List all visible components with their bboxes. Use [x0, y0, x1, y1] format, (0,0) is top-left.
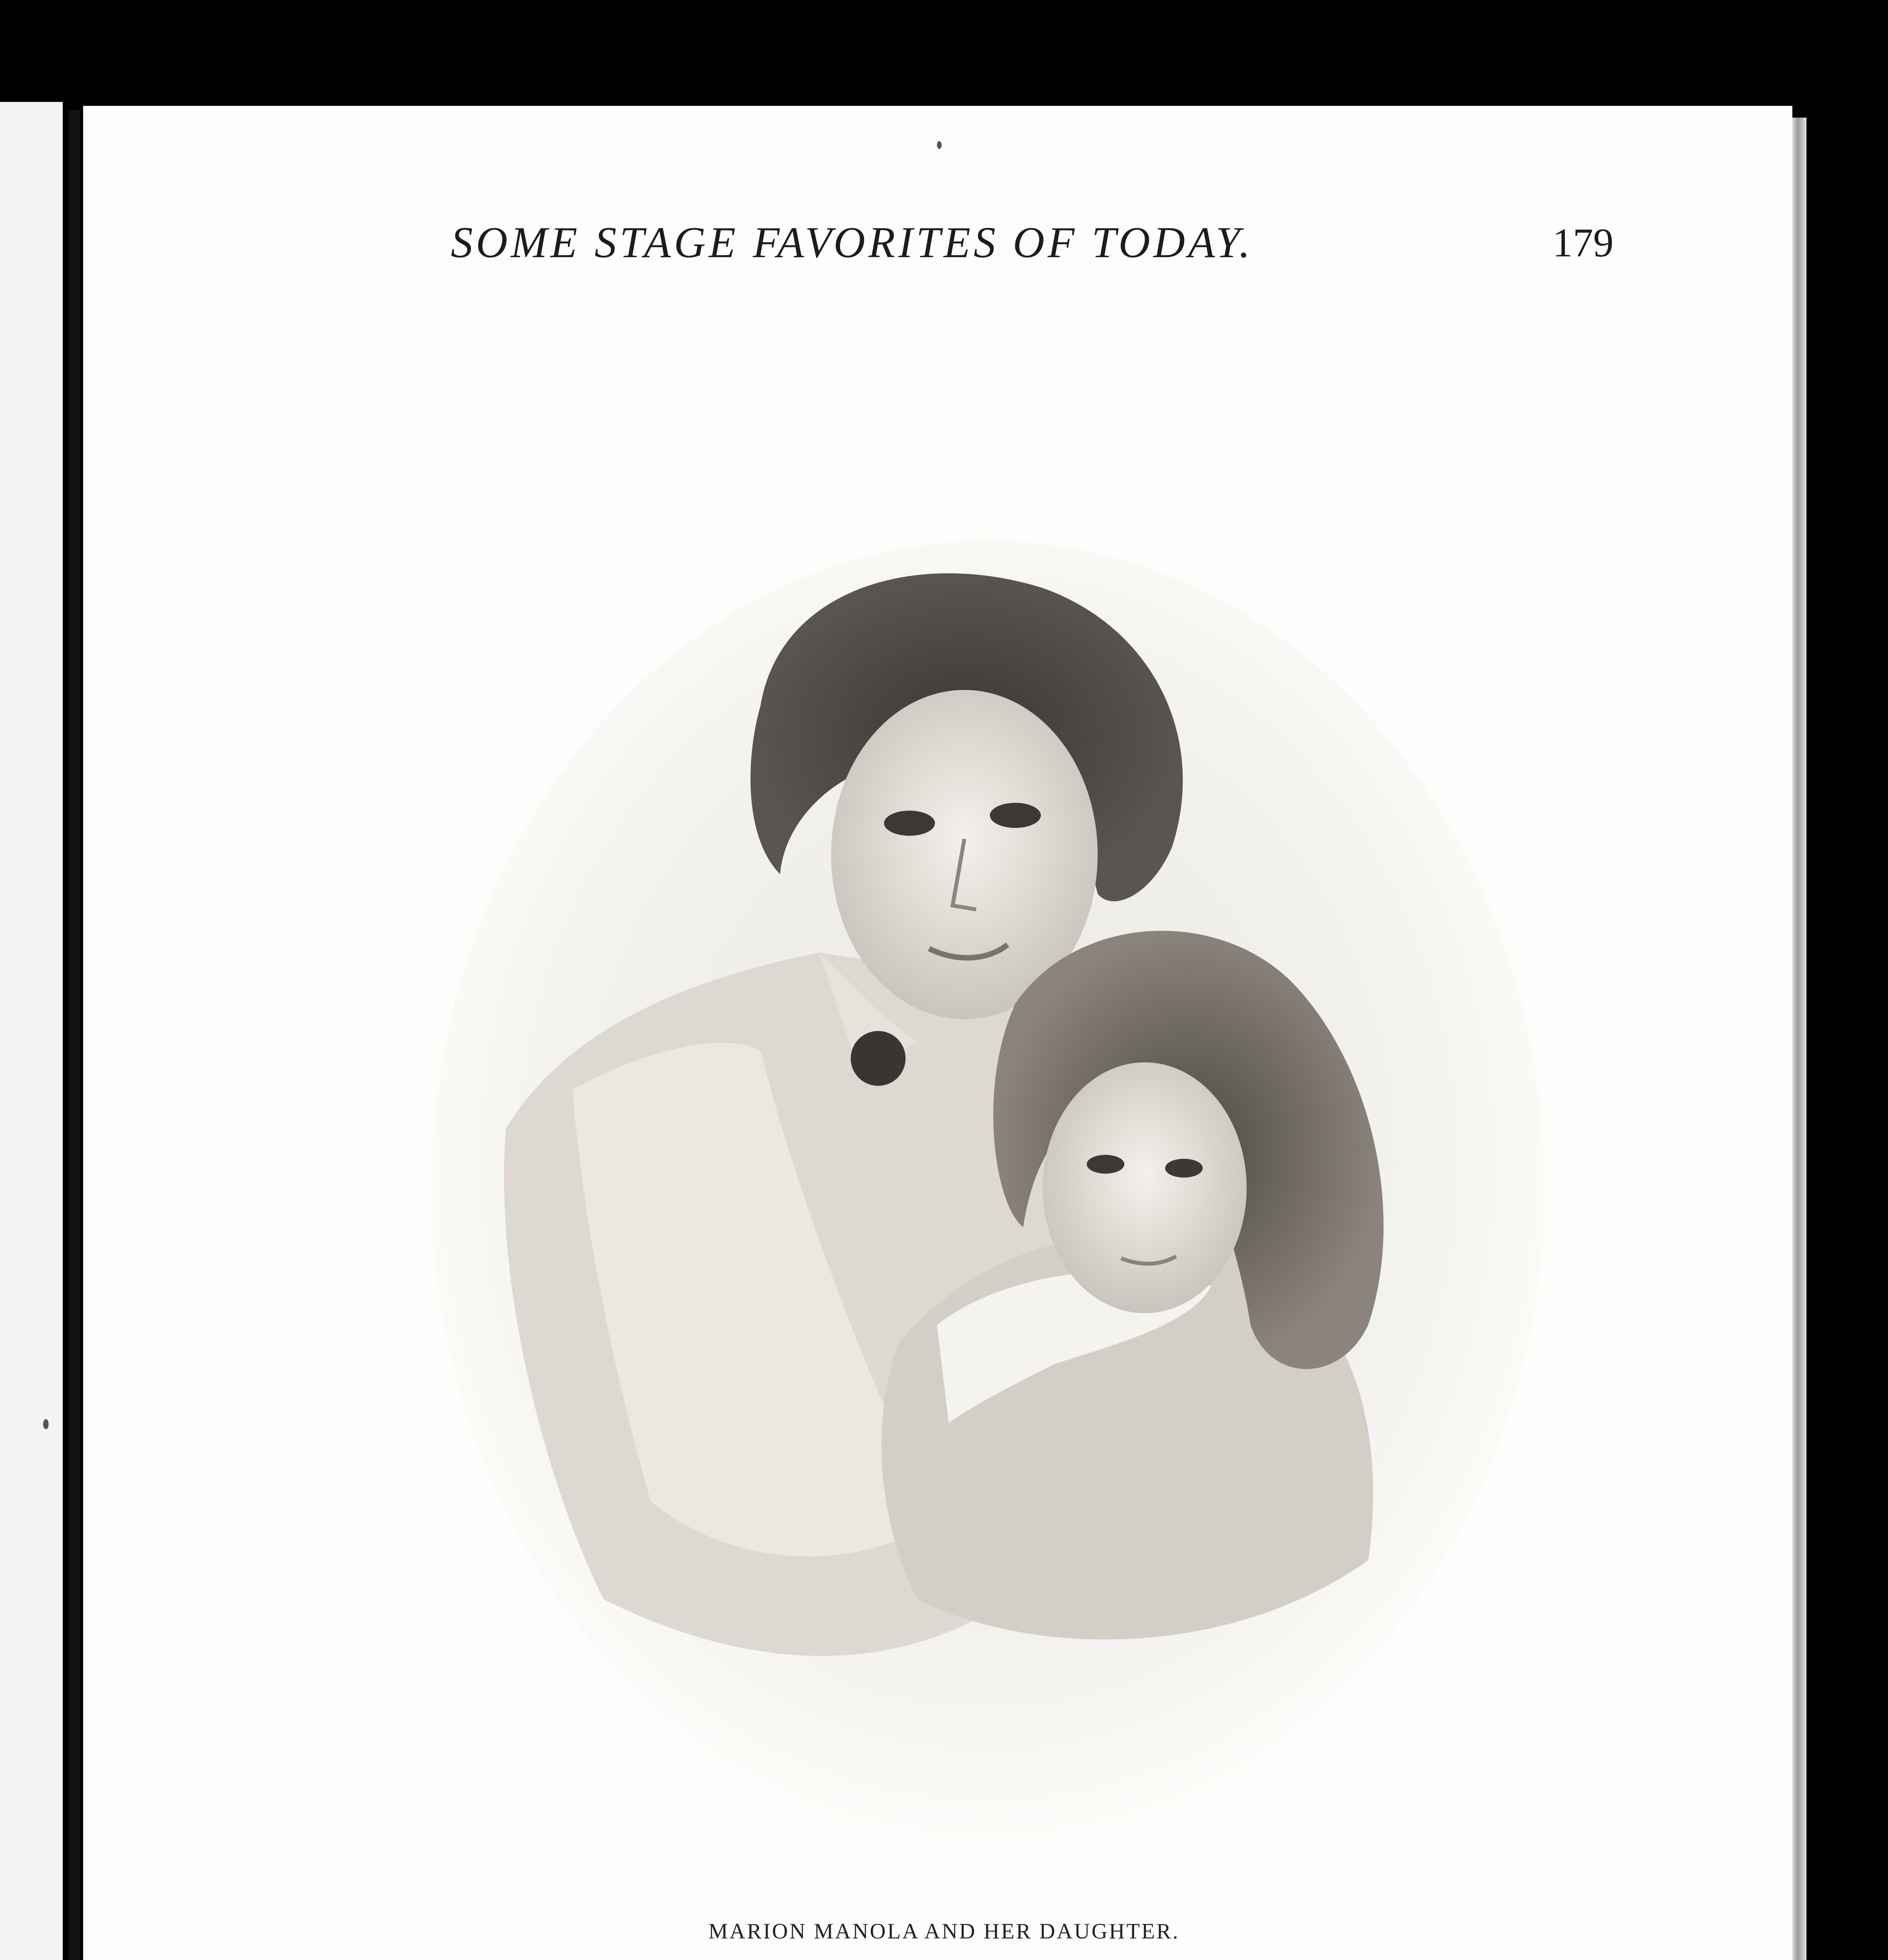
- print-speck: [937, 141, 942, 149]
- running-head: SOME STAGE FAVORITES OF TODAY.: [451, 218, 1254, 267]
- page-edge-shadow: [1792, 118, 1806, 1960]
- facing-page-edge: [0, 102, 63, 1960]
- print-speck: [43, 1419, 49, 1429]
- figure-caption: MARION MANOLA AND HER DAUGHTER.: [708, 1919, 1180, 1944]
- book-spine: [69, 110, 80, 1960]
- portrait-photograph: [408, 541, 1568, 1858]
- page-number: 179: [1552, 220, 1614, 265]
